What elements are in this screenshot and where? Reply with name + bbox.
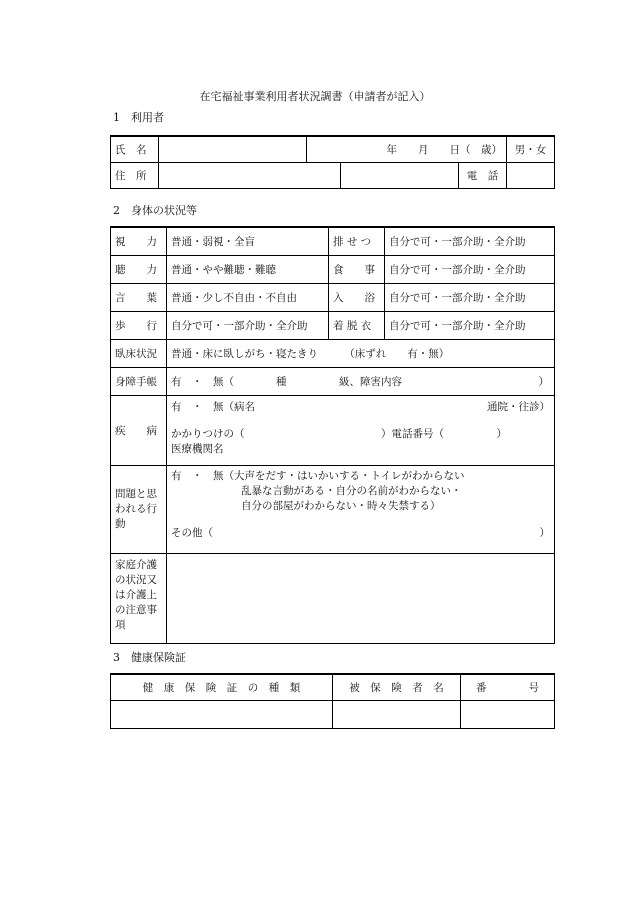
section2-heading: 2 身体の状況等: [113, 204, 197, 217]
speech-label: 言 葉: [111, 283, 167, 311]
bathing-label: 入 浴: [329, 283, 385, 311]
insured-name-field[interactable]: [333, 700, 461, 728]
gender-field[interactable]: 男・女: [507, 136, 555, 162]
body-status-table: [110, 226, 555, 644]
meal-value[interactable]: 自分で可・一部介助・全介助: [385, 255, 555, 283]
meal-label: 食 事: [329, 255, 385, 283]
phone-field[interactable]: [507, 162, 555, 188]
insurance-table: [110, 673, 555, 729]
illness-line1: 有 ・ 無（病名: [171, 400, 255, 413]
walking-label: 歩 行: [111, 311, 167, 339]
insured-name-header: 被 保 険 者 名: [333, 674, 461, 700]
excretion-label: 排 せ つ: [329, 227, 385, 255]
address-field-cont[interactable]: [341, 162, 459, 188]
address-label: 住 所: [111, 162, 159, 188]
address-field[interactable]: [159, 162, 341, 188]
behavior-other-end: ）: [539, 526, 550, 539]
vision-label: 視 力: [111, 227, 167, 255]
number-header: 番 号: [461, 674, 555, 700]
illness-cell[interactable]: [167, 395, 555, 465]
hearing-label: 聴 力: [111, 255, 167, 283]
birthdate-field[interactable]: 年 月 日（ 歳）: [307, 136, 507, 162]
number-field[interactable]: [461, 700, 555, 728]
behavior-other: その他（: [171, 526, 213, 539]
illness-label: 疾 病: [111, 395, 167, 465]
bedridden-label: 臥床状況: [111, 339, 167, 367]
behavior-line1: 有 ・ 無（大声をだす・はいかいする・トイレがわからない: [171, 469, 465, 482]
illness-line1-right: 通院・往診）: [487, 400, 550, 413]
phone-label: 電 話: [459, 162, 507, 188]
document-title: 在宅福祉事業利用者状況調書（申請者が記入）: [199, 90, 431, 103]
excretion-value[interactable]: 自分で可・一部介助・全介助: [385, 227, 555, 255]
user-table: [110, 135, 555, 189]
vision-value[interactable]: 普通・弱視・全盲: [167, 227, 329, 255]
speech-value[interactable]: 普通・少し不自由・不自由: [167, 283, 329, 311]
handbook-label: 身障手帳: [111, 367, 167, 395]
care-label: 家庭介護の状況又は介護上の注意事項: [111, 553, 167, 643]
section3-heading: 3 健康保険証: [113, 651, 186, 664]
care-field[interactable]: [167, 553, 555, 643]
behavior-cell[interactable]: [167, 465, 555, 553]
dressing-label: 着 脱 衣: [329, 311, 385, 339]
name-label: 氏 名: [111, 136, 159, 162]
insurance-type-header: 健 康 保 険 証 の 種 類: [111, 674, 333, 700]
walking-value[interactable]: 自分で可・一部介助・全介助: [167, 311, 329, 339]
illness-line3: 医療機関名: [171, 442, 224, 455]
behavior-line3: 自分の部屋がわからない・時々失禁する）: [241, 499, 441, 512]
name-field[interactable]: [159, 136, 307, 162]
dressing-value[interactable]: 自分で可・一部介助・全介助: [385, 311, 555, 339]
bedridden-value[interactable]: 普通・床に臥しがち・寝たきり （床ずれ 有・無）: [167, 339, 555, 367]
behavior-label: 問題と思われる行動: [111, 465, 167, 553]
bathing-value[interactable]: 自分で可・一部介助・全介助: [385, 283, 555, 311]
hearing-value[interactable]: 普通・やや難聴・難聴: [167, 255, 329, 283]
insurance-type-field[interactable]: [111, 700, 333, 728]
illness-line2: かかりつけの（ ）電話番号（ ）: [171, 427, 507, 440]
section1-heading: 1 利用者: [113, 111, 164, 124]
behavior-line2: 乱暴な言動がある・自分の名前がわからない・: [241, 484, 462, 497]
handbook-value[interactable]: 有 ・ 無（ 種 級、障害内容 ）: [167, 367, 555, 395]
